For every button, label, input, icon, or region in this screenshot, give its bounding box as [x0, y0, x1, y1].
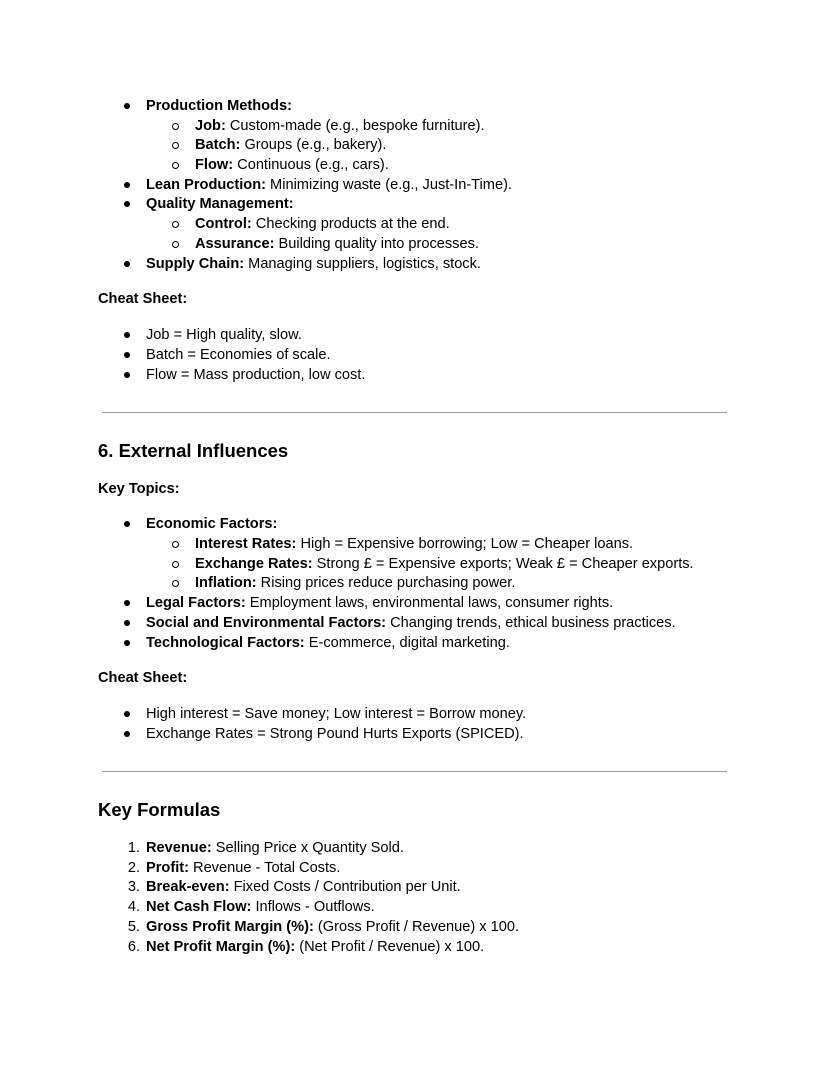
list-item: Supply Chain: Managing suppliers, logistics, stock. [146, 255, 481, 273]
list-item: Batch = Economies of scale. [146, 346, 331, 364]
divider [102, 412, 727, 413]
section-heading: Key Formulas [98, 799, 221, 820]
bullet-icon [172, 142, 179, 149]
list-item: Assurance: Building quality into processes. [195, 235, 479, 253]
list-item: Job = High quality, slow. [146, 326, 302, 344]
list-item: Flow = Mass production, low cost. [146, 366, 365, 384]
list-item: Flow: Continuous (e.g., cars). [195, 156, 389, 174]
bullet-icon [124, 372, 130, 378]
bullet-icon [124, 261, 130, 267]
list-item: Interest Rates: High = Expensive borrowing; Low = Cheaper loans. [195, 535, 633, 553]
bullet-icon [172, 123, 179, 130]
list-item: Legal Factors: Employment laws, environmental laws, consumer rights. [146, 594, 613, 612]
list-item: 4. Net Cash Flow: Inflows - Outflows. [127, 899, 375, 915]
bullet-icon [172, 541, 179, 548]
cheat-sheet-heading: Cheat Sheet: [98, 291, 188, 307]
key-topics-heading: Key Topics: [98, 481, 180, 497]
list-item: Technological Factors: E-commerce, digital marketing. [146, 634, 510, 652]
list-item: Job: Custom-made (e.g., bespoke furniture). [195, 117, 485, 135]
list-item: Quality Management: [146, 195, 294, 213]
bullet-icon [124, 521, 130, 527]
list-item: Inflation: Rising prices reduce purchasing power. [195, 574, 515, 592]
bullet-icon [124, 201, 130, 207]
bullet-icon [172, 241, 179, 248]
list-item: Exchange Rates = Strong Pound Hurts Exports (SPICED). [146, 725, 524, 743]
list-item: Lean Production: Minimizing waste (e.g., Just-In-Time). [146, 176, 512, 194]
list-item: Social and Environmental Factors: Changing trends, ethical business practices. [146, 614, 676, 632]
bullet-icon [124, 352, 130, 358]
list-item: 2. Profit: Revenue - Total Costs. [127, 860, 341, 876]
list-item: High interest = Save money; Low interest = Borrow money. [146, 705, 526, 723]
bullet-icon [124, 711, 130, 717]
list-item: Economic Factors: [146, 515, 277, 533]
list-item: 6. Net Profit Margin (%): (Net Profit / Revenue) x 100. [127, 939, 485, 955]
bullet-icon [172, 221, 179, 228]
list-item: Control: Checking products at the end. [195, 215, 450, 233]
bullet-icon [124, 332, 130, 338]
bullet-icon [124, 103, 130, 109]
bullet-icon [124, 731, 130, 737]
bullet-icon [172, 580, 179, 587]
bullet-icon [172, 561, 179, 568]
cheat-sheet-heading: Cheat Sheet: [98, 670, 188, 686]
section-heading: 6. External Influences [98, 440, 289, 461]
bullet-icon [124, 182, 130, 188]
list-item: 5. Gross Profit Margin (%): (Gross Profit / Revenue) x 100. [127, 919, 520, 935]
bullet-icon [124, 620, 130, 626]
list-item: Exchange Rates: Strong £ = Expensive exports; Weak £ = Cheaper exports. [195, 555, 694, 573]
list-item: Production Methods: [146, 97, 292, 115]
bullet-icon [172, 162, 179, 169]
list-item: 1. Revenue: Selling Price x Quantity Sold. [127, 840, 404, 856]
divider [102, 771, 727, 772]
list-item: Batch: Groups (e.g., bakery). [195, 136, 386, 154]
bullet-icon [124, 600, 130, 606]
bullet-icon [124, 640, 130, 646]
list-item: 3. Break-even: Fixed Costs / Contribution per Unit. [127, 879, 461, 895]
